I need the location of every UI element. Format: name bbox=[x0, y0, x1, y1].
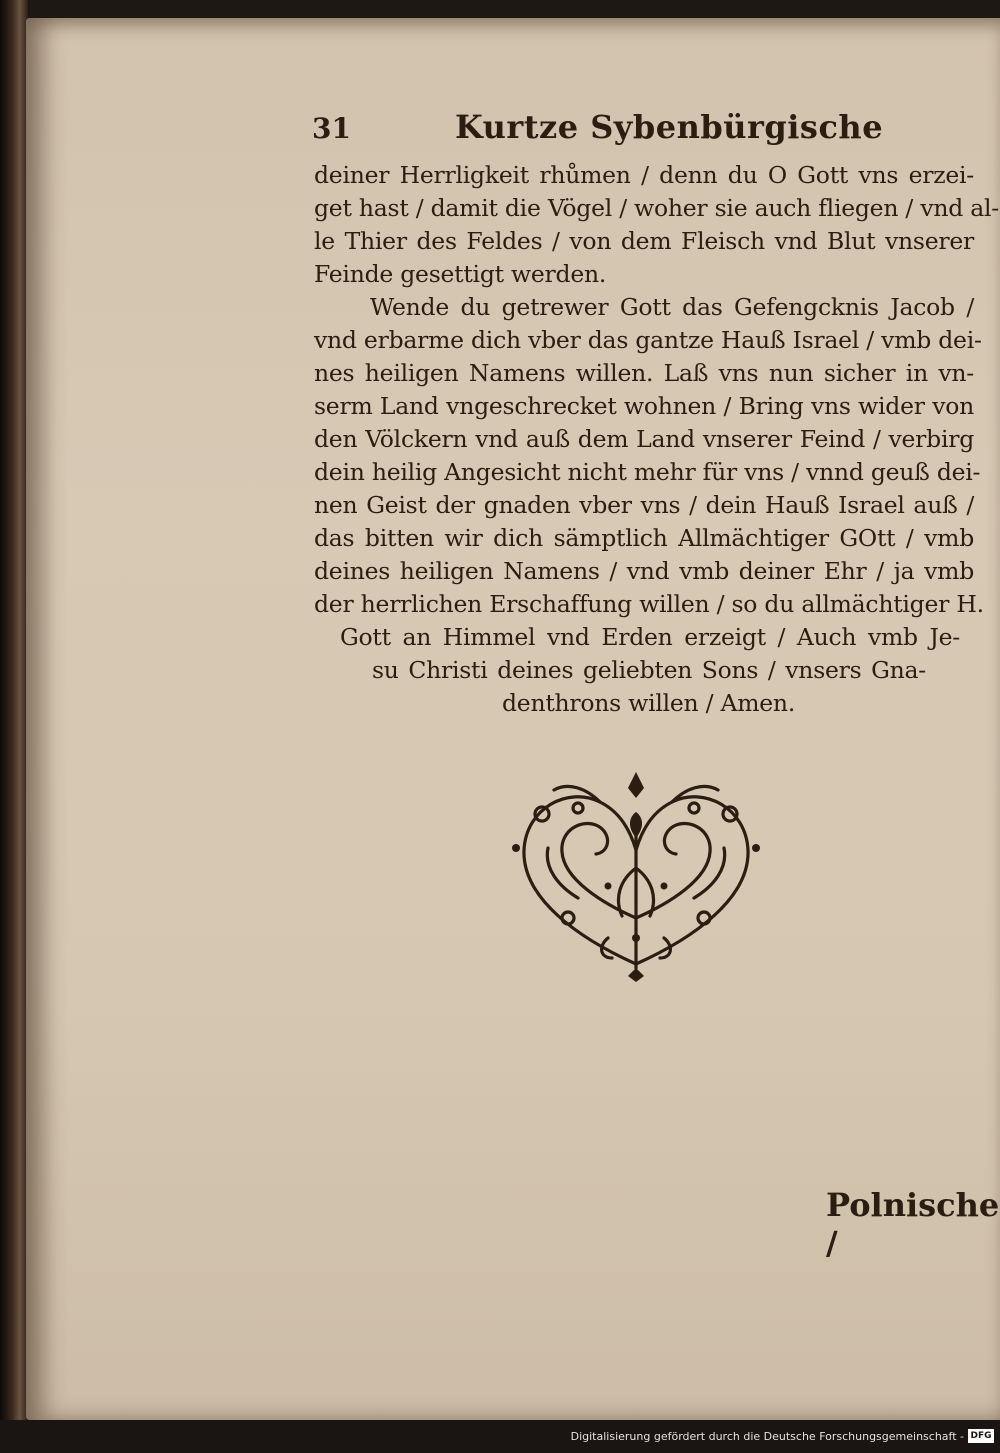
text-line: Wende du getrewer Gott das Gefengcknis Jacob / bbox=[370, 293, 974, 321]
floral-ornament-icon bbox=[508, 768, 764, 982]
catchword: Polnische / bbox=[826, 1186, 1000, 1262]
text-line: su Christi deines geliebten Sons / vnsers Gna- bbox=[372, 656, 926, 684]
dfg-logo: DFG bbox=[968, 1429, 994, 1443]
footer-credit: Digitalisierung gefördert durch die Deutsche Forschungsgemeinschaft - bbox=[570, 1430, 964, 1443]
text-line: Feinde gesettigt werden. bbox=[314, 260, 607, 288]
text-line: deines heiligen Namens / vnd vmb deiner Ehr / ja vmb bbox=[314, 557, 974, 585]
text-line: serm Land vngeschrecket wohnen / Bring vns wider von bbox=[314, 392, 974, 420]
text-line: denthrons willen / Amen. bbox=[502, 689, 796, 717]
text-line: den Völckern vnd auß dem Land vnserer Feind / verbirg bbox=[314, 425, 974, 453]
book-binding-edge bbox=[0, 0, 28, 1453]
text-line: get hast / damit die Vögel / woher sie auch fliegen / vnd al- bbox=[314, 194, 999, 222]
text-line: das bitten wir dich sämptlich Allmächtiger GOtt / vmb bbox=[314, 524, 974, 552]
text-line: dein heilig Angesicht nicht mehr für vns / vnnd geuß dei- bbox=[314, 458, 981, 486]
text-line: nen Geist der gnaden vber vns / dein Hauß Israel auß / bbox=[314, 491, 974, 519]
text-line: der herrlichen Erschaffung willen / so du allmächtiger H. bbox=[314, 590, 984, 618]
text-line: nes heiligen Namens willen. Laß vns nun sicher in vn- bbox=[314, 359, 974, 387]
text-line: Gott an Himmel vnd Erden erzeigt / Auch vmb Je- bbox=[340, 623, 960, 651]
text-line: vnd erbarme dich vber das gantze Hauß Israel / vmb dei- bbox=[314, 326, 982, 354]
running-title: Kurtze Sybenbürgische bbox=[455, 108, 884, 146]
page-number: 31 bbox=[312, 112, 351, 145]
text-line: deiner Herrligkeit rhůmen / denn du O Gott vns erzei- bbox=[314, 161, 974, 189]
text-line: le Thier des Feldes / von dem Fleisch vnd Blut vnserer bbox=[314, 227, 974, 255]
